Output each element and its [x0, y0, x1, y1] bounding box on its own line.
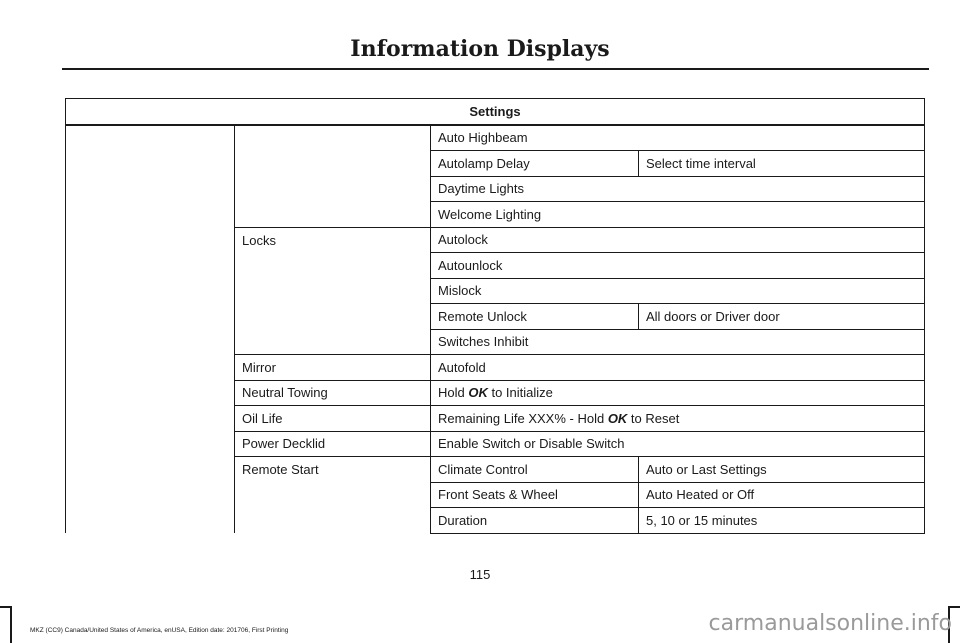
setting-cell: Front Seats & Wheel — [431, 482, 639, 508]
group-cell — [235, 176, 431, 202]
group-cell: Locks — [235, 227, 431, 253]
crop-mark-left-h — [0, 606, 12, 608]
option-cell: All doors or Driver door — [639, 304, 925, 330]
category-cell — [66, 355, 235, 381]
table-row — [66, 329, 925, 355]
category-cell — [66, 253, 235, 279]
category-cell — [66, 329, 235, 355]
table-row — [66, 431, 925, 457]
group-cell: Oil Life — [235, 406, 431, 432]
category-cell — [66, 176, 235, 202]
setting-cell: Autolamp Delay — [431, 151, 639, 177]
group-cell — [235, 278, 431, 304]
category-cell — [66, 380, 235, 406]
category-cell — [66, 304, 235, 330]
page-title: Information Displays — [350, 36, 610, 62]
group-cell — [235, 482, 431, 508]
setting-cell — [431, 380, 925, 406]
crop-mark-right-h — [948, 606, 960, 608]
category-cell — [66, 278, 235, 304]
category-cell — [66, 151, 235, 177]
table-row — [66, 457, 925, 483]
setting-text: to Initialize — [487, 385, 553, 401]
option-cell: 5, 10 or 15 minutes — [639, 508, 925, 534]
setting-cell: Autofold — [431, 355, 925, 381]
table-row — [66, 202, 925, 228]
category-cell — [66, 125, 235, 151]
table-row — [66, 176, 925, 202]
table-row — [66, 304, 925, 330]
table-heading: Settings — [66, 99, 925, 125]
crop-mark-left — [10, 606, 12, 643]
table-row — [66, 482, 925, 508]
setting-text: Remaining Life XXX% - Hold — [438, 410, 608, 426]
group-cell — [235, 151, 431, 177]
table-row — [66, 508, 925, 534]
category-cell — [66, 431, 235, 457]
table-header-row — [66, 99, 925, 125]
table-row — [66, 278, 925, 304]
group-cell — [235, 508, 431, 534]
category-cell — [66, 457, 235, 483]
button-label: OK — [468, 385, 488, 401]
setting-cell: Enable Switch or Disable Switch — [431, 431, 925, 457]
title-divider — [62, 68, 929, 70]
setting-cell: Switches Inhibit — [431, 329, 925, 355]
setting-cell: Remote Unlock — [431, 304, 639, 330]
group-cell: Remote Start — [235, 457, 431, 483]
setting-cell — [431, 406, 925, 432]
setting-cell: Duration — [431, 508, 639, 534]
group-cell: Mirror — [235, 355, 431, 381]
button-label: OK — [607, 410, 628, 426]
setting-text: to Reset — [627, 410, 680, 426]
setting-cell: Autolock — [431, 227, 925, 253]
option-cell: Auto or Last Settings — [639, 457, 925, 483]
table-row — [66, 151, 925, 177]
setting-cell: Autounlock — [431, 253, 925, 279]
settings-table — [65, 98, 925, 534]
table-row — [66, 125, 925, 151]
page-number: 115 — [469, 567, 491, 582]
table-body — [66, 125, 925, 534]
table-row — [66, 227, 925, 253]
setting-cell: Climate Control — [431, 457, 639, 483]
option-cell: Auto Heated or Off — [639, 482, 925, 508]
table-row — [66, 380, 925, 406]
edition-footer: MKZ (CC9) Canada/United States of America, enUSA, Edition date: 201706, First Printing — [30, 627, 289, 634]
group-cell: Power Decklid — [235, 431, 431, 457]
group-cell — [235, 253, 431, 279]
setting-cell: Auto Highbeam — [431, 125, 925, 151]
category-cell — [66, 508, 235, 534]
watermark: carmanualsonline.info — [708, 611, 952, 636]
option-cell: Select time interval — [639, 151, 925, 177]
category-cell — [66, 227, 235, 253]
table-row — [66, 253, 925, 279]
group-cell — [235, 304, 431, 330]
setting-cell: Mislock — [431, 278, 925, 304]
setting-text: Hold — [438, 385, 469, 401]
table-row — [66, 406, 925, 432]
group-cell — [235, 329, 431, 355]
group-cell — [235, 125, 431, 151]
setting-cell: Daytime Lights — [431, 176, 925, 202]
category-cell — [66, 482, 235, 508]
group-cell: Neutral Towing — [235, 380, 431, 406]
setting-cell: Welcome Lighting — [431, 202, 925, 228]
table-row — [66, 355, 925, 381]
group-cell — [235, 202, 431, 228]
category-cell — [66, 202, 235, 228]
category-cell — [66, 406, 235, 432]
